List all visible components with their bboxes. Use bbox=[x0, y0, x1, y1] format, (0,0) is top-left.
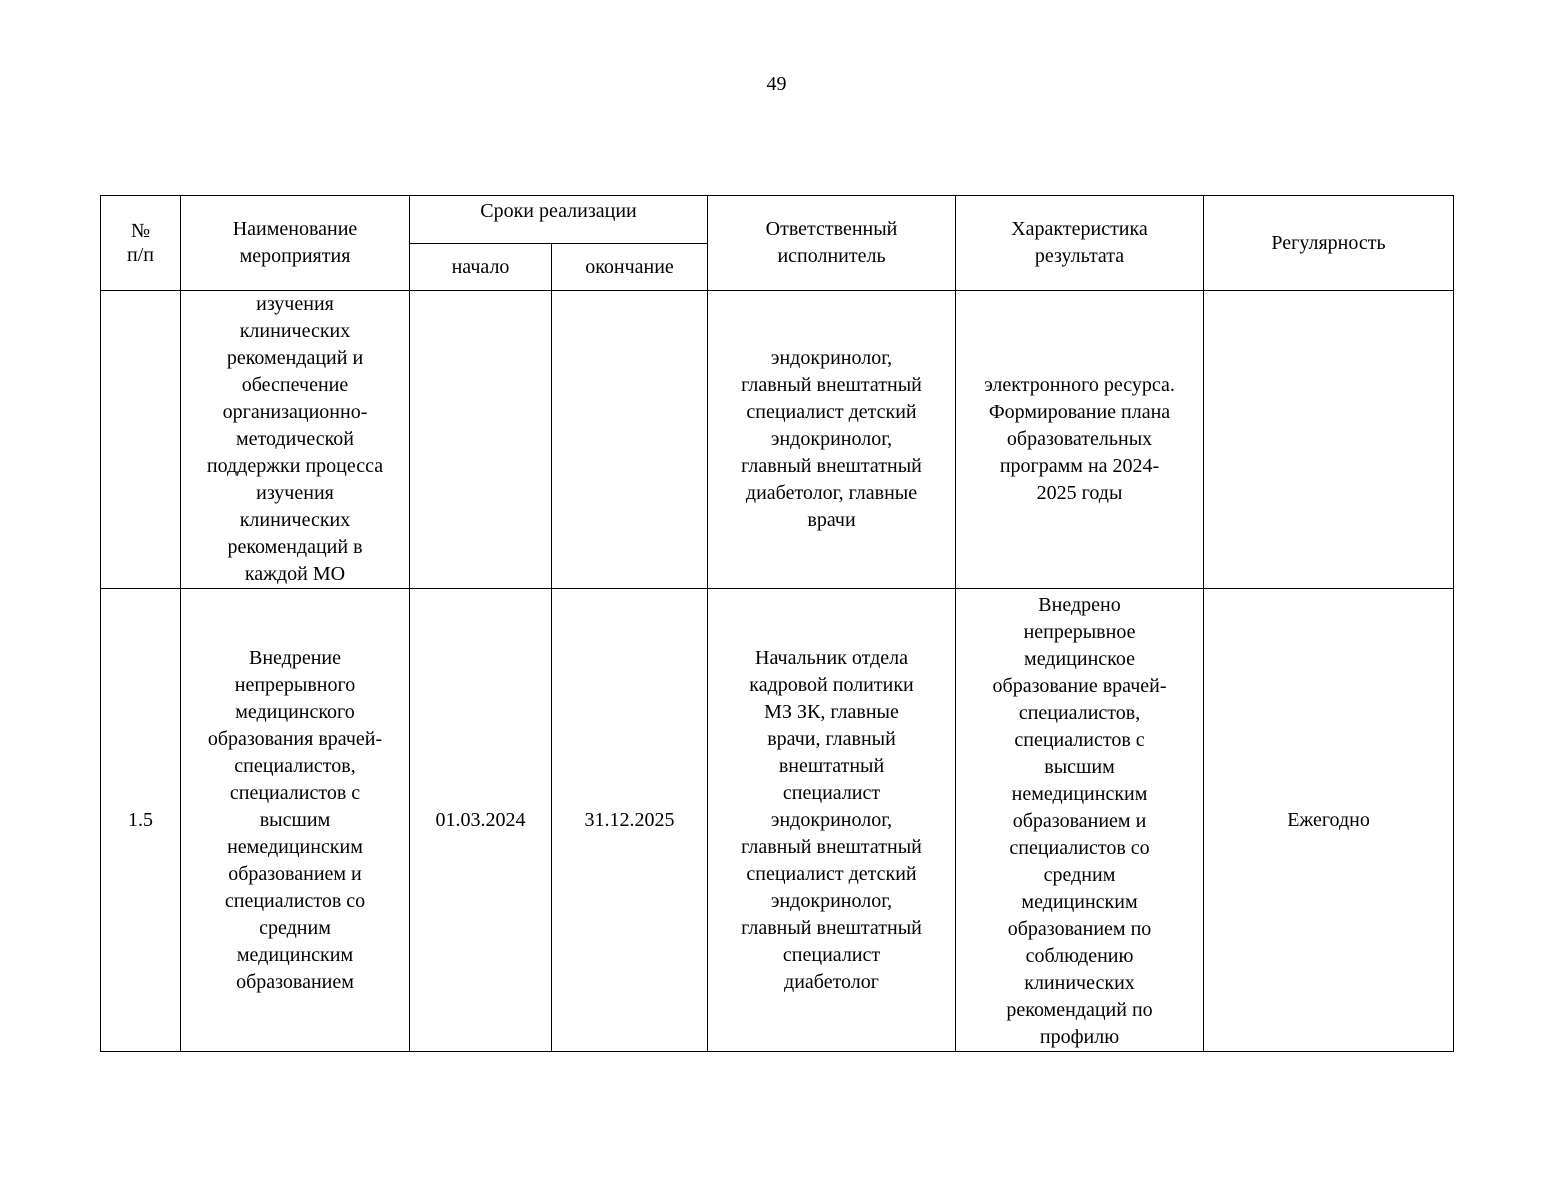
cell-end: 31.12.2025 bbox=[552, 589, 708, 1052]
cell-num bbox=[101, 291, 181, 589]
cell-name: изучения клинических рекомендаций и обеспечение организационно- методической поддержки процесса изучения клинических рекомендаций в каждой МО bbox=[181, 291, 410, 589]
header-num: № п/п bbox=[101, 196, 181, 291]
cell-regularity: Ежегодно bbox=[1204, 589, 1454, 1052]
page-number: 49 bbox=[766, 73, 787, 95]
cell-num: 1.5 bbox=[101, 589, 181, 1052]
cell-name: Внедрение непрерывного медицинского образования врачей- специалистов, специалистов с высшим немедицинским образованием и специалистов со средним медицинским образованием bbox=[181, 589, 410, 1052]
action-plan-table bbox=[100, 195, 1454, 1052]
cell-start: 01.03.2024 bbox=[410, 589, 552, 1052]
header-result: Характеристика результата bbox=[956, 196, 1204, 291]
table-row bbox=[101, 291, 1454, 589]
cell-result: Внедрено непрерывное медицинское образование врачей- специалистов, специалистов с высшим немедицинским образованием и специалистов со средним медицинским образованием по соблюдению клинических рекомендаций по профилю bbox=[956, 589, 1204, 1052]
header-name: Наименование мероприятия bbox=[181, 196, 410, 291]
cell-result: электронного ресурса. Формирование плана образовательных программ на 2024- 2025 годы bbox=[956, 291, 1204, 589]
header-row bbox=[101, 196, 1454, 244]
cell-regularity bbox=[1204, 291, 1454, 589]
header-end: окончание bbox=[552, 244, 708, 291]
header-start: начало bbox=[410, 244, 552, 291]
cell-start bbox=[410, 291, 552, 589]
table-row bbox=[101, 589, 1454, 1052]
cell-end bbox=[552, 291, 708, 589]
cell-responsible: Начальник отдела кадровой политики МЗ ЗК, главные врачи, главный внештатный специалист эндокринолог, главный внештатный специалист детский эндокринолог, главный внештатный специалист диабетолог bbox=[708, 589, 956, 1052]
header-responsible: Ответственный исполнитель bbox=[708, 196, 956, 291]
header-regularity: Регулярность bbox=[1204, 196, 1454, 291]
cell-responsible: эндокринолог, главный внештатный специалист детский эндокринолог, главный внештатный диабетолог, главные врачи bbox=[708, 291, 956, 589]
header-terms: Сроки реализации bbox=[410, 196, 708, 244]
